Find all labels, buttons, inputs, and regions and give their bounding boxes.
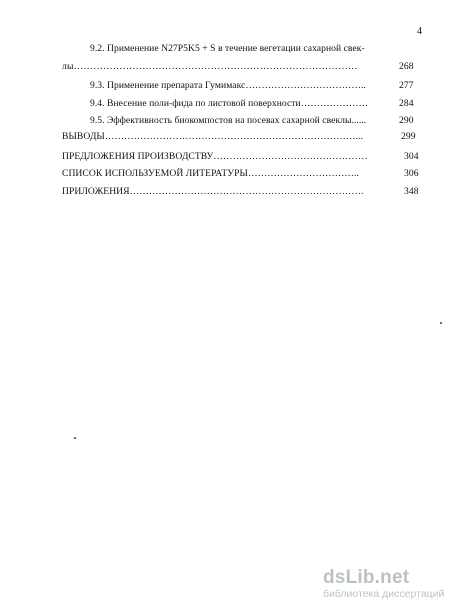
toc-entry-references [62,168,419,180]
toc-entry-text: СПИСОК ИСПОЛЬЗУЕМОЙ ЛИТЕРАТУРЫ…………………………….. [62,168,359,179]
toc-entry-proposals [62,151,419,163]
toc-entry-9-2-line1 [90,43,365,55]
toc-entry-9-4 [90,98,414,110]
toc-entry-text: 9.5. Эффективность биокомпостов на посевах сахарной свеклы...... [90,115,367,126]
toc-entry-appendices [62,186,419,198]
watermark-tagline: библиотека диссертаций [323,588,445,600]
toc-entry-page: 290 [399,115,414,126]
scan-speck [440,322,442,324]
toc-entry-9-3 [90,80,414,92]
toc-entry-page: 284 [399,98,414,109]
toc-entry-page: 268 [399,61,414,72]
toc-entry-page: 348 [404,186,419,197]
page-number: 4 [417,26,422,37]
toc-entry-9-2-line2 [62,61,414,73]
toc-entry-page: 299 [401,131,416,142]
watermark-logo: dsLib.net [323,567,410,588]
watermark [323,568,448,600]
toc-entry-text: ВЫВОДЫ……………………………………………………………………... [62,131,363,142]
toc-entry-page: 304 [404,151,419,162]
toc-entry-text: 9.3. Применение препарата Гумимакс……………………………….. [90,80,366,91]
toc-entry-conclusions [62,131,416,143]
toc-entry-text: лы…………………………………………………………………………… [62,61,358,72]
toc-entry-page: 306 [404,168,419,179]
toc-entry-text: 9.2. Применение N27P5K5 + S в течение вегетации сахарной свек- [90,43,365,54]
scan-speck [74,437,76,439]
toc-entry-text: ПРЕДЛОЖЕНИЯ ПРОИЗВОДСТВУ………………………………………… [62,151,368,162]
toc-entry-text: 9.4. Внесение поли-фида по листовой поверхности………………… [90,98,369,109]
toc-entry-text: ПРИЛОЖЕНИЯ………………………………………………………………. [62,186,364,197]
toc-entry-9-5 [90,115,414,127]
toc-entry-page: 277 [399,80,414,91]
